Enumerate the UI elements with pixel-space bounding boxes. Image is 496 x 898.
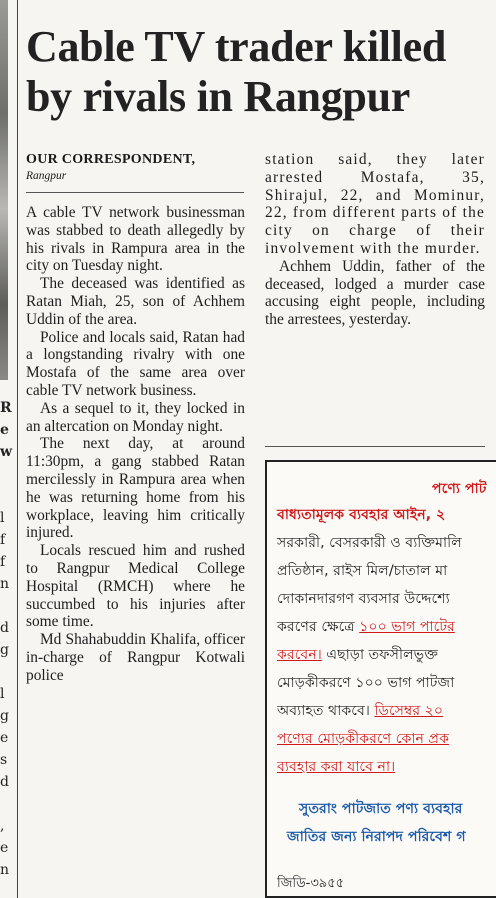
ad-highlight: করবেন। — [277, 647, 322, 663]
adjacent-text-fragment: , — [0, 818, 5, 834]
ad-text-line: মোড়কীকরণে ১০০ ভাগ পাটজা — [277, 675, 455, 691]
ad-reference-code: জিডি-৩৯৫৫ — [277, 876, 345, 891]
ad-text-line — [277, 700, 443, 724]
ad-highlight-line: পণ্যের মোড়কীকরণে কোন প্রক — [277, 731, 450, 747]
ad-text: এছাড়া তফসীলভুক্ত — [321, 647, 439, 663]
ad-law-title: বাধ্যতামূলক ব্যবহার আইন, ২ — [277, 507, 446, 523]
ad-text-line: দোকানদারগণ ব্যবসার উদ্দেশ্যে — [277, 591, 450, 607]
government-advertisement — [265, 460, 496, 898]
adjacent-text-fragment: n — [0, 862, 10, 878]
byline-location: Rangpur — [26, 170, 67, 182]
adjacent-text-fragment: l — [0, 510, 5, 526]
adjacent-text-fragment: l — [0, 686, 5, 702]
adjacent-text-fragment: f — [0, 554, 6, 570]
article-end-rule — [265, 446, 485, 447]
adjacent-text-fragment: f — [0, 532, 6, 548]
ad-text-line — [277, 616, 455, 640]
adjacent-text-fragment: g — [0, 642, 9, 658]
byline — [26, 152, 246, 182]
ad-text: করণের ক্ষেত্রে — [277, 619, 360, 635]
article-paragraph: Achhem Uddin, father of the deceased, lodged a murder case accusing eight people, including the arrestees, yesterday. — [265, 257, 485, 329]
adjacent-text-fragment: n — [0, 576, 10, 592]
adjacent-text-fragment: e — [0, 422, 9, 438]
article-column-1 — [26, 204, 245, 685]
adjacent-text-fragment: g — [0, 708, 9, 724]
ad-text-line: প্রতিষ্ঠান, রাইস মিল/চাতাল মা — [277, 563, 448, 579]
article-paragraph: Locals rescued him and rushed to Rangpur Medical College Hospital (RMCH) where he succumbed to his injuries after some time. — [26, 542, 245, 631]
article-paragraph: Police and locals said, Ratan had a longstanding rivalry with one Mostafa of the same area over cable TV network business. — [26, 328, 245, 399]
ad-slogan-line: সুতরাং পাটজাত পণ্য ব্যবহার — [299, 801, 463, 817]
adjacent-text-fragment: w — [0, 444, 13, 460]
ad-highlight: ১০০ ভাগ পাটের — [359, 619, 455, 635]
article-paragraph: station said, they later arrested Mostafa, 35, Shirajul, 22, and Mominur, 22, from different parts of the city on charge of their involvement with the murder. — [265, 151, 485, 257]
ad-text-line — [277, 644, 438, 668]
ad-text: অব্যাহত থাকবে। — [277, 703, 375, 719]
column-divider — [17, 0, 18, 898]
ad-highlight: ডিসেম্বর ২০ — [374, 703, 444, 719]
article-paragraph: As a sequel to it, they locked in an altercation on Monday night. — [26, 399, 245, 435]
adjacent-photo-edge — [0, 0, 8, 380]
byline-author: OUR CORRESPONDENT, — [26, 152, 196, 167]
adjacent-text-fragment: e — [0, 730, 9, 746]
article-paragraph: Md Shahabuddin Khalifa, officer in-charge of Rangpur Kotwali police — [26, 631, 245, 684]
article-paragraph: The next day, at around 11:30pm, a gang stabbed Ratan mercilessly in Rampura area when he was returning home from his workplace, leaving him critically injured. — [26, 435, 245, 542]
adjacent-text-fragment: e — [0, 840, 9, 856]
article-headline: Cable TV trader killed by rivals in Rangpur — [26, 22, 446, 121]
ad-slogan-line: জাতির জন্য নিরাপদ পরিবেশ গ — [287, 829, 466, 845]
adjacent-text-fragment: R — [0, 400, 12, 416]
article-column-2 — [265, 151, 485, 329]
adjacent-text-fragment: d — [0, 620, 9, 636]
byline-divider — [26, 192, 244, 193]
article-paragraph: A cable TV network businessman was stabbed to death allegedly by his rivals in Rampura area in the city on Tuesday night. — [26, 204, 245, 275]
adjacent-text-fragment: d — [0, 774, 9, 790]
article-paragraph: The deceased was identified as Ratan Miah, 25, son of Achhem Uddin of the area. — [26, 275, 245, 328]
adjacent-text-fragment: s — [0, 752, 8, 768]
ad-title: পণ্যে পাট — [432, 481, 487, 497]
ad-highlight-line: ব্যবহার করা যাবে না। — [277, 759, 396, 775]
ad-text-line: সরকারী, বেসরকারী ও ব্যক্তিমালি — [277, 535, 462, 551]
